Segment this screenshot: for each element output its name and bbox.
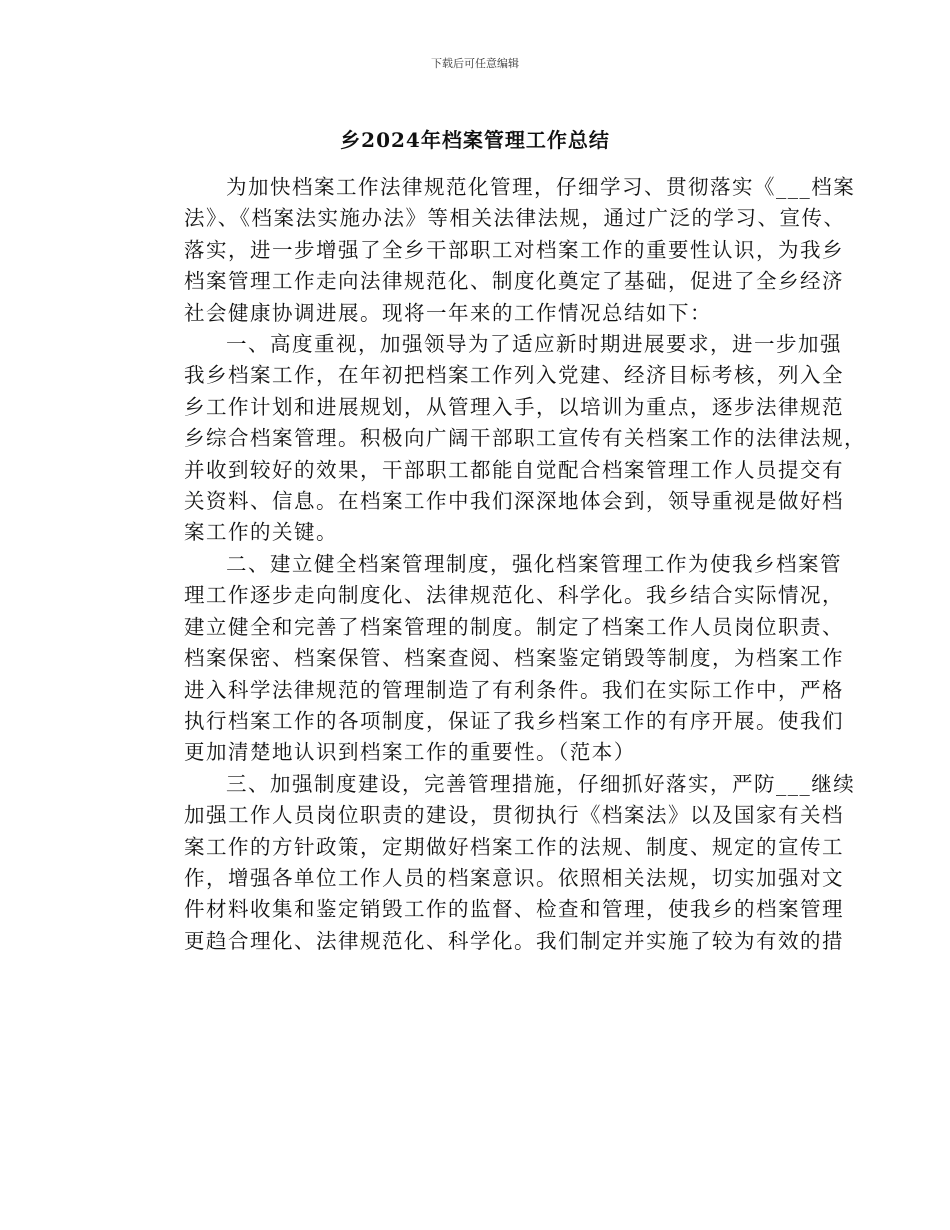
paragraph-section-2: [143, 549, 844, 769]
text-line: 案工作的关键。: [184, 520, 338, 545]
text-line: 并收到较好的效果，干部职工都能自觉配合档案管理工作人员提交有: [184, 457, 844, 482]
text-line: 我乡档案工作，在年初把档案工作列入党建、经济目标考核，列入全: [184, 363, 844, 388]
text-line: 二、建立健全档案管理制度，强化档案管理工作为使我乡档案管: [226, 551, 842, 576]
text-line: 档案管理工作走向法律规范化、制度化奠定了基础，促进了全乡经济: [184, 269, 844, 294]
text-line: 关资料、信息。在档案工作中我们深深地体会到，领导重视是做好档: [184, 489, 844, 514]
text-line: 作，增强各单位工作人员的档案意识。依照相关法规，切实加强对文: [184, 865, 844, 890]
text-line: 三、加强制度建设，完善管理措施，仔细抓好落实，严防___继续: [226, 771, 856, 796]
text-line: 乡综合档案管理。积极向广阔干部职工宣传有关档案工作的法律法规，: [184, 426, 866, 451]
header-note: 下载后可任意编辑: [431, 57, 519, 70]
text-line: 一、高度重视，加强领导为了适应新时期进展要求，进一步加强: [226, 332, 842, 357]
text-line: 社会健康协调进展。现将一年来的工作情况总结如下：: [184, 300, 712, 325]
paragraph-intro: [143, 172, 856, 329]
document-body: [143, 172, 866, 957]
text-line: 件材料收集和鉴定销毁工作的监督、检查和管理，使我乡的档案管理: [184, 897, 844, 922]
text-line: 乡工作计划和进展规划，从管理入手，以培训为重点，逐步法律规范: [184, 394, 844, 419]
text-line: 落实，进一步增强了全乡干部职工对档案工作的重要性认识，为我乡: [184, 237, 844, 262]
text-line: 案工作的方针政策，定期做好档案工作的法规、制度、规定的宣传工: [184, 834, 844, 859]
text-line: 更加清楚地认识到档案工作的重要性。（范本）: [184, 740, 636, 765]
text-line: 进入科学法律规范的管理制造了有利条件。我们在实际工作中，严格: [184, 677, 844, 702]
document-title: 乡2024年档案管理工作总结: [340, 128, 610, 152]
text-line: 加强工作人员岗位职责的建设，贯彻执行《档案法》以及国家有关档: [184, 803, 844, 828]
text-line: 更趋合理化、法律规范化、科学化。我们制定并实施了较为有效的措: [184, 928, 844, 953]
paragraph-section-1: [143, 329, 866, 549]
text-line: 理工作逐步走向制度化、法律规范化、科学化。我乡结合实际情况，: [184, 583, 844, 608]
text-line: 建立健全和完善了档案管理的制度。制定了档案工作人员岗位职责、: [184, 614, 844, 639]
text-line: 法》、《档案法实施办法》等相关法律法规，通过广泛的学习、宣传、: [184, 206, 846, 231]
text-line: 档案保密、档案保管、档案查阅、档案鉴定销毁等制度，为档案工作: [184, 646, 844, 671]
text-line: 执行档案工作的各项制度，保证了我乡档案工作的有序开展。使我们: [184, 708, 844, 733]
paragraph-section-3: [143, 769, 856, 957]
text-line: 为加快档案工作法律规范化管理，仔细学习、贯彻落实《___档案: [226, 175, 856, 199]
